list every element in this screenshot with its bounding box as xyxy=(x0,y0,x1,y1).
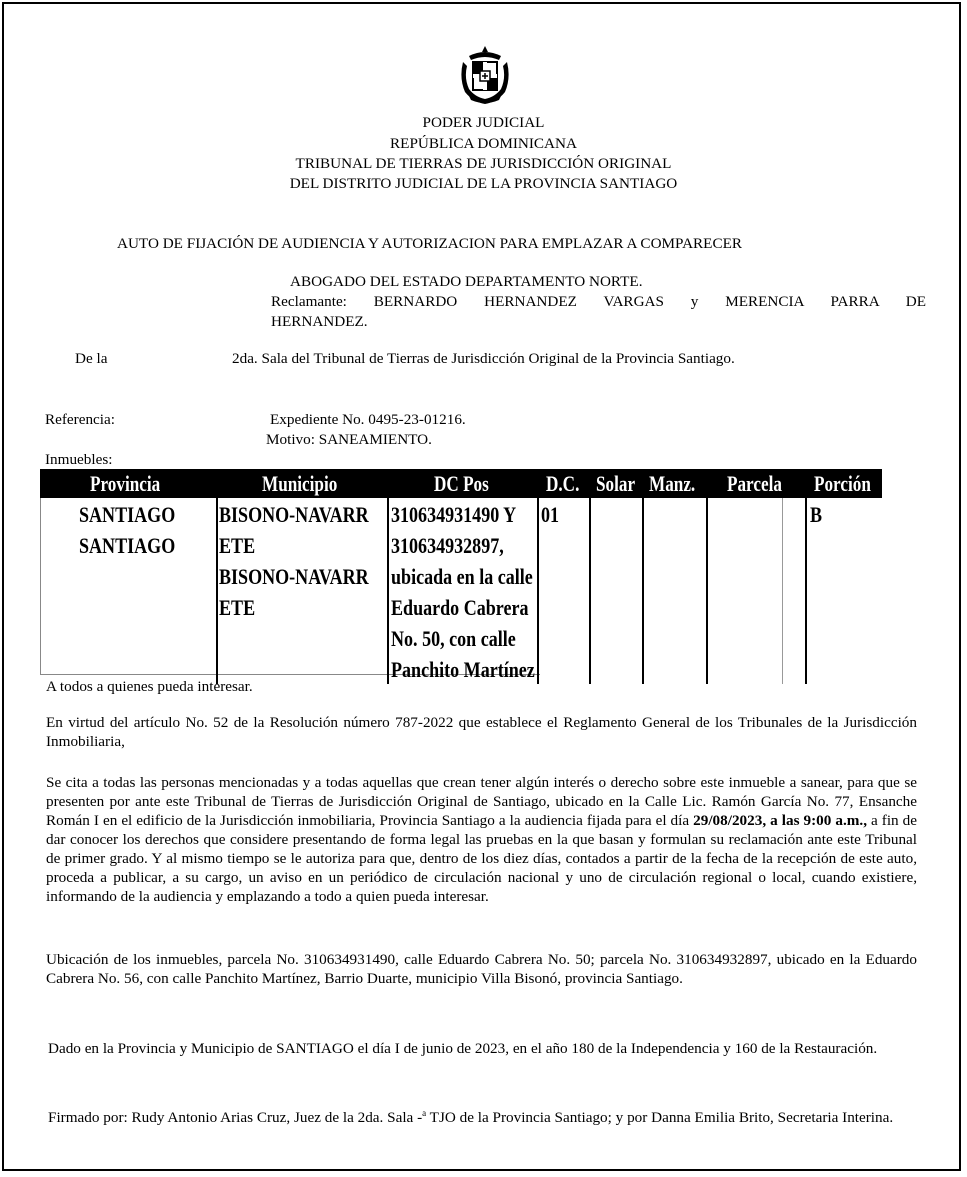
cell-municipio: BISONO-NAVARR xyxy=(219,502,369,527)
th-provincia: Provincia xyxy=(90,471,161,496)
header-line-distrito: DEL DISTRITO JUDICIAL DE LA PROVINCIA SANTIAGO xyxy=(289,175,678,192)
motivo: Motivo: SANEAMIENTO. xyxy=(266,431,432,448)
paragraph-firmado xyxy=(48,1102,908,1129)
paragraph-dado-en: Dado en la Provincia y Municipio de SANTIAGO el día I de junio de 2023, en el año 180 de la Independencia y 160 de la Restauración. xyxy=(48,1040,878,1057)
cell-porcion: B xyxy=(810,502,823,527)
citation-text-start: Se cita a todas las personas mencionadas y a todas aquellas que crean tener algún interés o derecho sobre este inmueble a sanear, para que se presenten por ante este Tribunal de Tierras de Jurisdicción Original de Santiago, ubicado en la Calle Lic. Ramón García No. 77, Ensanche Román I en el edificio de la Jurisdicción inmobiliaria, Provincia Santiago a la audiencia fijada para el día xyxy=(46,774,917,829)
col-divider xyxy=(589,498,591,684)
col-divider xyxy=(805,498,807,684)
table-header-row xyxy=(40,469,882,498)
ordinal-mark: a xyxy=(422,1108,427,1118)
reclamante-line: Reclamante: BERNARDO HERNANDEZ VARGAS y MERENCIA PARRA DE xyxy=(271,293,926,310)
cell-municipio: ETE xyxy=(219,595,256,620)
header-line-poder-judicial: PODER JUDICIAL xyxy=(422,114,545,131)
referencia-label: Referencia: xyxy=(45,411,115,428)
sala-name: 2da. Sala del Tribunal de Tierras de Jurisdicción Original de la Provincia Santiago. xyxy=(232,350,735,367)
citation-text-end: a fin de dar conocer los derechos que considere presentando de forma legal las pruebas en la que basan y formulan su reclamación ante este Tribunal de primer grado. Y al mismo tiempo se le autoriza para que, dentro de los diez días, contados a partir de la fecha de la recepción de este auto, proceda a publicar, a su cargo, un aviso en un periódico de circulación nacional y uno de circulación regional o local, cuando existiere, informando de la audiencia y emplazando a todo a quien pueda interesar. xyxy=(46,812,918,905)
coat-of-arms-seal xyxy=(455,44,515,106)
salutation: A todos a quienes pueda interesar. xyxy=(46,678,253,695)
expediente-number: Expediente No. 0495-23-01216. xyxy=(270,411,466,428)
signature-text-start: Firmado por: Rudy Antonio Arias Cruz, Juez de la 2da. Sala - xyxy=(48,1109,423,1127)
paragraph-citation xyxy=(46,773,917,906)
de-la-label: De la xyxy=(75,350,108,367)
col-divider xyxy=(706,498,708,684)
document-title: AUTO DE FIJACIÓN DE AUDIENCIA Y AUTORIZACION PARA EMPLAZAR A COMPARECER xyxy=(117,235,743,252)
header-line-republica: REPÚBLICA DOMINICANA xyxy=(390,135,577,152)
table-border-left xyxy=(40,498,41,675)
col-divider xyxy=(782,498,783,684)
cell-dc-pos: No. 50, con calle xyxy=(391,626,516,651)
th-dc: D.C. xyxy=(546,471,580,496)
abogado-line: ABOGADO DEL ESTADO DEPARTAMENTO NORTE. xyxy=(290,273,643,290)
signature-text-end: TJO de la Provincia Santiago; y por Danna Emilia Brito, Secretaria Interina. xyxy=(426,1109,894,1127)
header-line-tribunal: TRIBUNAL DE TIERRAS DE JURISDICCIÓN ORIGINAL xyxy=(295,155,672,172)
th-municipio: Municipio xyxy=(262,471,338,496)
cell-municipio: ETE xyxy=(219,533,256,558)
cell-municipio: BISONO-NAVARR xyxy=(219,564,369,589)
reclamante-line-cont: HERNANDEZ. xyxy=(271,313,368,330)
th-porcion: Porción xyxy=(814,471,871,496)
col-divider xyxy=(642,498,644,684)
th-manz: Manz. xyxy=(649,471,696,496)
cell-dc: 01 xyxy=(541,502,560,527)
cell-dc-pos: Panchito Martínez xyxy=(391,657,535,682)
hearing-date: 29/08/2023, a las 9:00 a.m., xyxy=(693,812,867,829)
th-solar: Solar xyxy=(596,471,636,496)
cell-dc-pos: 310634932897, xyxy=(391,533,504,558)
cell-dc-pos: ubicada en la calle xyxy=(391,564,533,589)
cell-dc-pos: Eduardo Cabrera xyxy=(391,595,529,620)
col-divider xyxy=(216,498,218,684)
th-parcela: Parcela xyxy=(727,471,782,496)
th-dc-pos: DC Pos xyxy=(434,471,489,496)
inmuebles-label: Inmuebles: xyxy=(45,451,113,468)
paragraph-legal-basis: En virtud del artículo No. 52 de la Resolución número 787-2022 que establece el Reglamento General de los Tribunales de la Jurisdicción Inmobiliaria, xyxy=(46,714,917,750)
cell-provincia: SANTIAGO xyxy=(79,502,176,527)
paragraph-location: Ubicación de los inmuebles, parcela No. 310634931490, calle Eduardo Cabrera No. 50; parcela No. 310634932897, ubicado en la Eduardo Cabrera No. 56, con calle Panchito Martínez, Barrio Duarte, municipio Villa Bisonó, provincia Santiago. xyxy=(46,951,917,987)
cell-provincia: SANTIAGO xyxy=(79,533,176,558)
col-divider xyxy=(387,498,389,684)
cell-dc-pos: 310634931490 Y xyxy=(391,502,517,527)
col-divider xyxy=(537,498,539,684)
